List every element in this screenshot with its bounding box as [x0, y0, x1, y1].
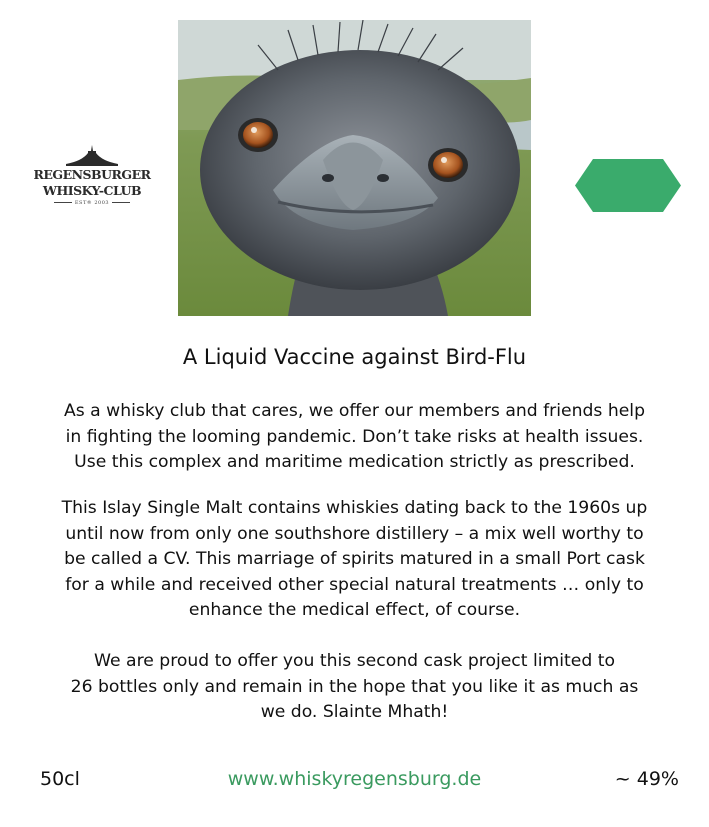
- page-title: A Liquid Vaccine against Bird-Flu: [182, 345, 527, 369]
- intro-paragraph: [0, 399, 709, 476]
- paragraph-line: This Islay Single Malt contains whiskies dating back to the 1960s up: [61, 498, 648, 518]
- closing-paragraph: [0, 649, 709, 726]
- bottle-volume: 50cl: [40, 768, 80, 790]
- paragraph-line: until now from only one southshore distillery – a mix well worthy to: [65, 523, 644, 544]
- paragraph-line: in fighting the looming pandemic. Don’t take risks at health issues.: [65, 426, 644, 447]
- alcohol-percentage: ~ 49%: [614, 768, 679, 790]
- pagoda-roof-icon: [62, 145, 122, 167]
- paragraph-line: We are proud to offer you this second cask project limited to: [94, 651, 615, 671]
- logo-name-line2: WHISKY-CLUB: [42, 182, 142, 198]
- club-logo: [30, 145, 154, 227]
- paragraph-line: for a while and received other special natural treatments … only to: [65, 574, 644, 595]
- logo-established: EST® 2003: [30, 200, 154, 206]
- paragraph-line: be called a CV. This marriage of spirits matured in a small Port cask: [64, 549, 645, 569]
- paragraph-line: 26 bottles only and remain in the hope that you like it as much as: [70, 676, 639, 697]
- paragraph-line: we do. Slainte Mhath!: [260, 702, 449, 722]
- paragraph-line: enhance the medical effect, of course.: [188, 600, 521, 620]
- description-paragraph: [0, 496, 709, 624]
- paragraph-line: As a whisky club that cares, we offer our members and friends help: [64, 401, 645, 421]
- emu-photo: [178, 20, 531, 316]
- paragraph-line: Use this complex and maritime medication strictly as prescribed.: [74, 452, 635, 472]
- website-link[interactable]: www.whiskyregensburg.de: [227, 768, 482, 790]
- logo-name-line1: REGENSBURGER: [33, 167, 151, 182]
- green-hexagon-icon: [575, 159, 681, 212]
- emu-photo-icon: [178, 20, 531, 316]
